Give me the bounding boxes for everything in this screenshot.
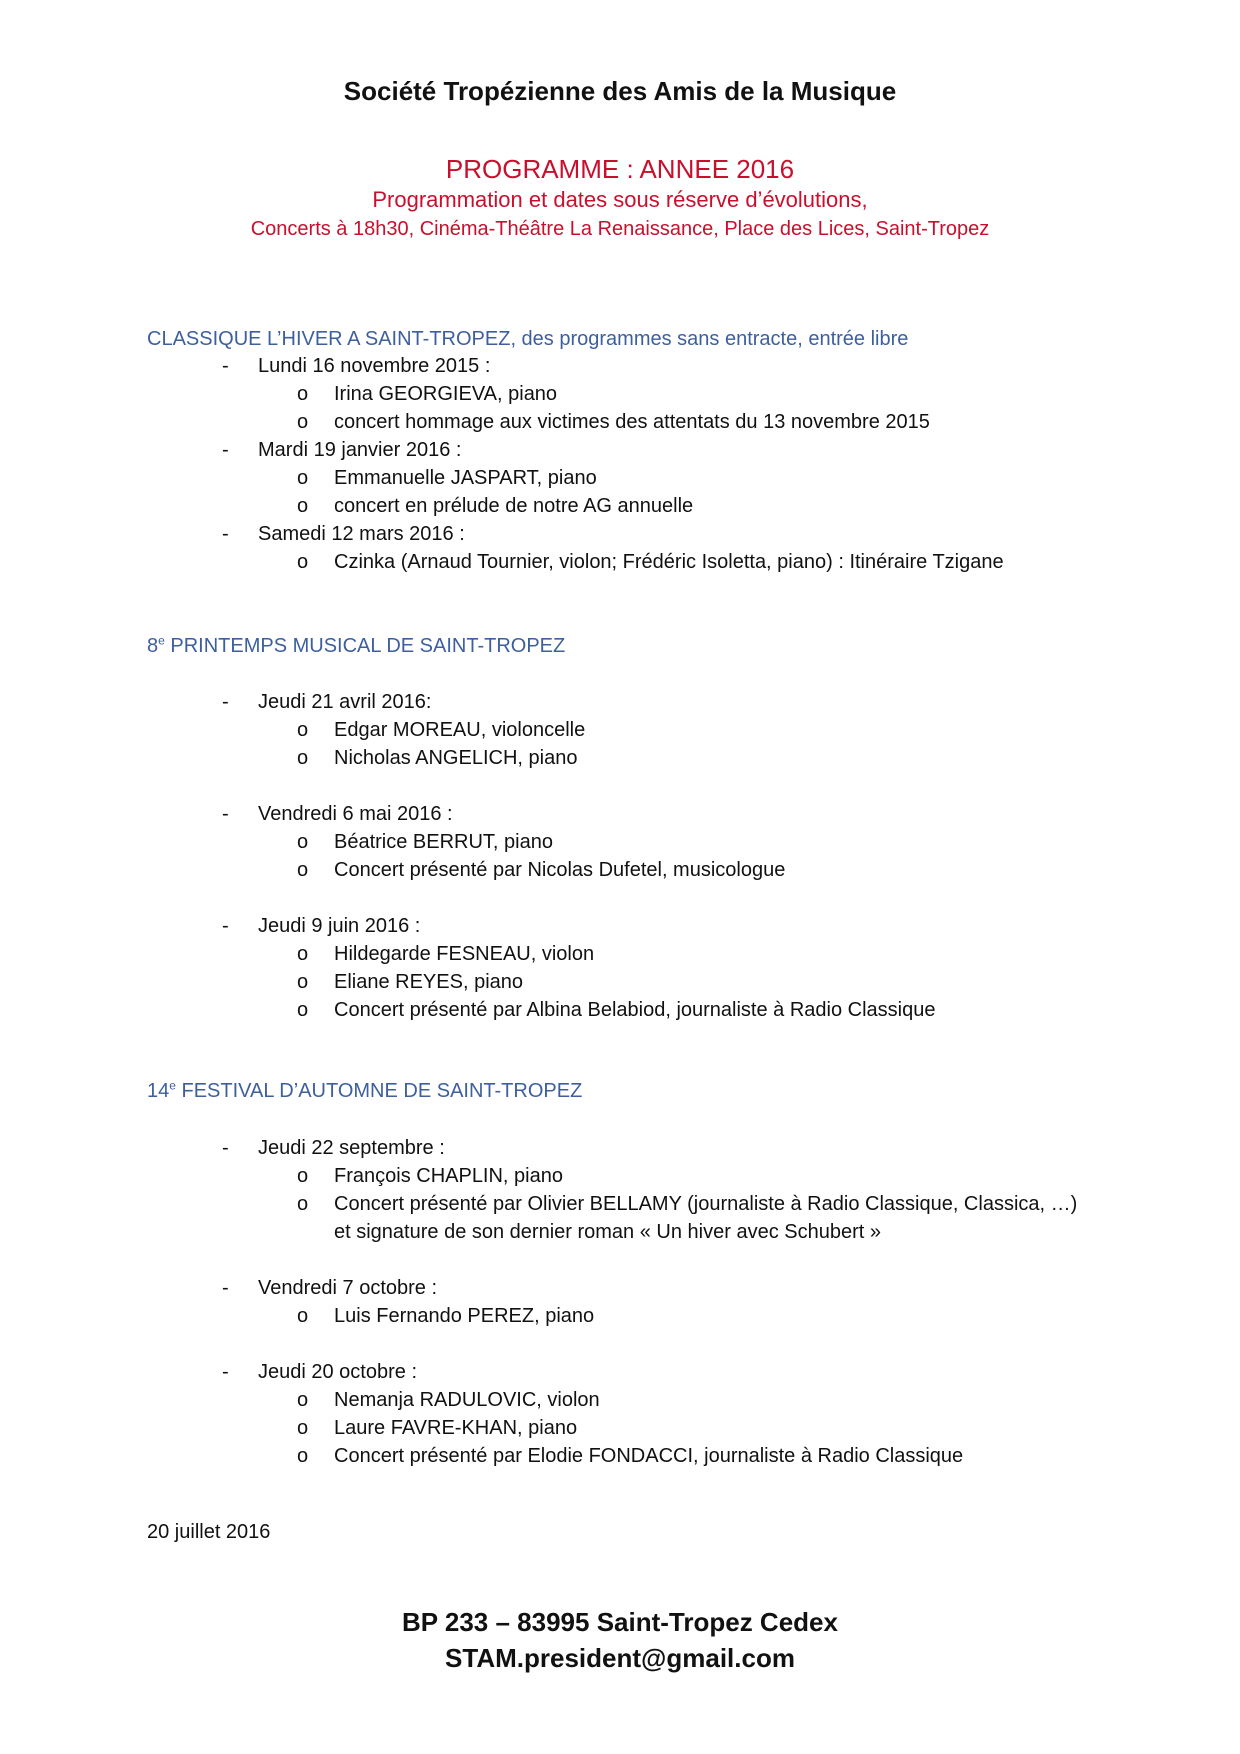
bullet-marker: o xyxy=(297,1417,309,1439)
dash-marker: - xyxy=(222,1277,229,1299)
item-text: Nemanja RADULOVIC, violon xyxy=(334,1389,600,1411)
document-date: 20 juillet 2016 xyxy=(147,1521,271,1543)
bullet-marker: o xyxy=(297,859,309,881)
dash-marker: - xyxy=(222,691,229,713)
society-title: Société Tropézienne des Amis de la Musique xyxy=(343,76,897,106)
item-text: Béatrice BERRUT, piano xyxy=(334,831,553,853)
item-text: concert en prélude de notre AG annuelle xyxy=(334,495,694,517)
section-heading-number: 14 xyxy=(147,1080,170,1102)
section-heading-sup: e xyxy=(158,633,165,648)
dash-marker: - xyxy=(222,803,229,825)
section-heading-text: PRINTEMPS MUSICAL DE SAINT-TROPEZ xyxy=(170,635,566,657)
bullet-marker: o xyxy=(297,467,309,489)
event-date: Vendredi 6 mai 2016 : xyxy=(258,803,453,825)
postal-address: BP 233 – 83995 Saint-Tropez Cedex xyxy=(402,1607,838,1637)
dash-marker: - xyxy=(222,439,229,461)
bullet-marker: o xyxy=(297,1445,309,1467)
bullet-marker: o xyxy=(297,1165,309,1187)
section-heading-printemps xyxy=(147,632,565,660)
dash-marker: - xyxy=(222,1137,229,1159)
dash-marker: - xyxy=(222,355,229,377)
bullet-marker: o xyxy=(297,551,309,573)
event-date: Vendredi 7 octobre : xyxy=(258,1277,438,1299)
section-heading-text: CLASSIQUE L’HIVER A SAINT-TROPEZ, des programmes sans entracte, entrée libre xyxy=(147,328,909,350)
bullet-marker: o xyxy=(297,495,309,517)
bullet-marker: o xyxy=(297,411,309,433)
item-text: Irina GEORGIEVA, piano xyxy=(334,383,558,405)
item-text: Eliane REYES, piano xyxy=(334,971,524,993)
item-text: concert hommage aux victimes des attentats du 13 novembre 2015 xyxy=(334,411,930,433)
item-text: Edgar MOREAU, violoncelle xyxy=(334,719,586,741)
item-text: Hildegarde FESNEAU, violon xyxy=(334,943,595,965)
item-text: François CHAPLIN, piano xyxy=(334,1165,563,1187)
event-date: Lundi 16 novembre 2015 : xyxy=(258,355,491,377)
bullet-marker: o xyxy=(297,999,309,1021)
bullet-marker: o xyxy=(297,383,309,405)
programme-venue: Concerts à 18h30, Cinéma-Théâtre La Renaissance, Place des Lices, Saint-Tropez xyxy=(250,218,990,240)
bullet-marker: o xyxy=(297,719,309,741)
section-heading-text: FESTIVAL D’AUTOMNE DE SAINT-TROPEZ xyxy=(181,1080,583,1102)
event-date: Jeudi 20 octobre : xyxy=(258,1361,417,1383)
bullet-marker: o xyxy=(297,747,309,769)
section-heading-classique xyxy=(147,325,908,353)
item-text: Concert présenté par Elodie FONDACCI, journaliste à Radio Classique xyxy=(334,1445,964,1467)
dash-marker: - xyxy=(222,523,229,545)
section-heading-sup: e xyxy=(169,1078,176,1093)
item-text: Nicholas ANGELICH, piano xyxy=(334,747,578,769)
bullet-marker: o xyxy=(297,1389,309,1411)
event-date: Jeudi 9 juin 2016 : xyxy=(258,915,421,937)
item-text: Concert présenté par Nicolas Dufetel, musicologue xyxy=(334,859,786,881)
section-heading-number: 8 xyxy=(147,635,159,657)
item-text: Concert présenté par Albina Belabiod, journaliste à Radio Classique xyxy=(334,999,936,1021)
item-text: et signature de son dernier roman « Un hiver avec Schubert » xyxy=(334,1221,881,1243)
bullet-marker: o xyxy=(297,943,309,965)
bullet-marker: o xyxy=(297,831,309,853)
item-text: Czinka (Arnaud Tournier, violon; Frédéric Isoletta, piano) : Itinéraire Tzigane xyxy=(334,551,1004,573)
event-date: Jeudi 22 septembre : xyxy=(258,1137,445,1159)
dash-marker: - xyxy=(222,915,229,937)
programme-subtitle: Programmation et dates sous réserve d’évolutions, xyxy=(372,187,868,212)
bullet-marker: o xyxy=(297,971,309,993)
item-text: Laure FAVRE-KHAN, piano xyxy=(334,1417,578,1439)
item-text: Emmanuelle JASPART, piano xyxy=(334,467,597,489)
event-date: Jeudi 21 avril 2016: xyxy=(258,691,432,713)
dash-marker: - xyxy=(222,1361,229,1383)
item-text: Luis Fernando PEREZ, piano xyxy=(334,1305,595,1327)
section-heading-automne xyxy=(147,1077,582,1105)
item-text: Concert présenté par Olivier BELLAMY (journaliste à Radio Classique, Classica, …) xyxy=(334,1193,1078,1215)
contact-email[interactable]: STAM.president@gmail.com xyxy=(445,1643,795,1673)
bullet-marker: o xyxy=(297,1193,309,1215)
event-date: Mardi 19 janvier 2016 : xyxy=(258,439,462,461)
programme-title: PROGRAMME : ANNEE 2016 xyxy=(445,154,795,184)
bullet-marker: o xyxy=(297,1305,309,1327)
event-date: Samedi 12 mars 2016 : xyxy=(258,523,465,545)
